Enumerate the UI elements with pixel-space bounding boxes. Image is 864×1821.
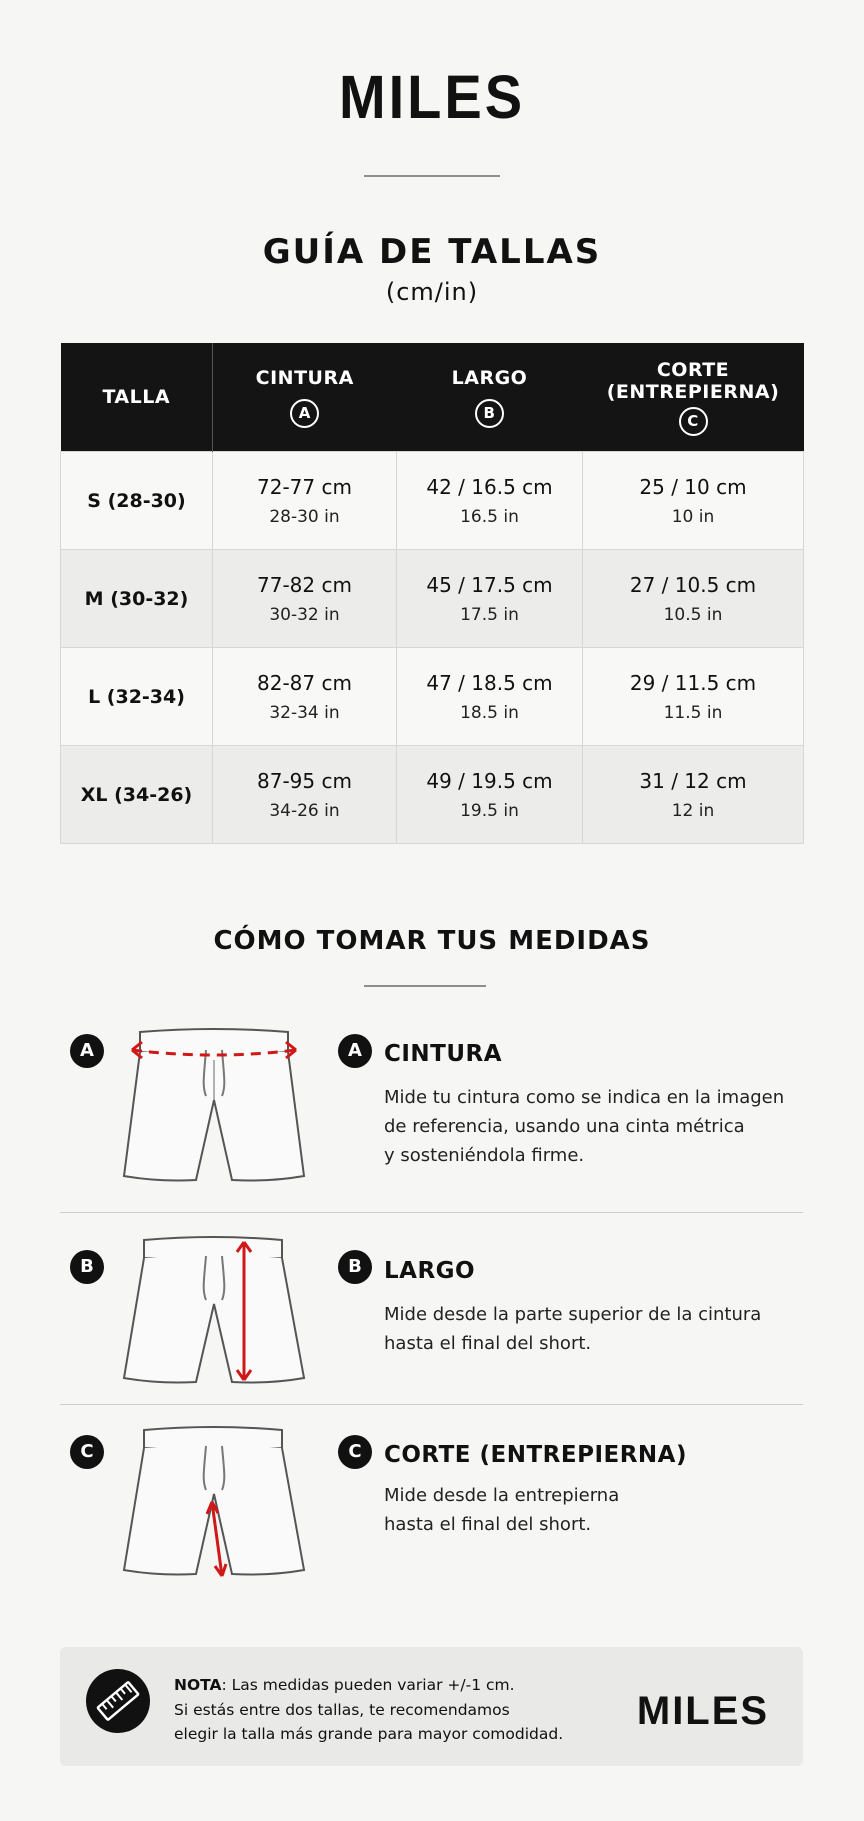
measure-length-line: Mide desde la parte superior de la cintura — [384, 1304, 762, 1325]
size-cell: XL (34-26) — [61, 746, 213, 844]
length-cell — [397, 550, 583, 648]
brand-logo-bottom: MILES — [636, 1689, 770, 1733]
table-row — [61, 452, 804, 550]
ruler-icon — [86, 1669, 150, 1733]
table-row — [61, 648, 804, 746]
measure-length-desc — [384, 1300, 804, 1358]
page-title: GUÍA DE TALLAS — [262, 232, 602, 272]
length-in: 18.5 in — [460, 702, 519, 723]
size-cell: L (32-34) — [61, 648, 213, 746]
header-inseam-label-1: CORTE — [656, 358, 730, 381]
inseam-cm: 25 / 10 cm — [639, 474, 747, 499]
table-row — [61, 746, 804, 844]
badge-b-left-icon: B — [70, 1250, 104, 1284]
length-cm: 45 / 17.5 cm — [426, 572, 553, 597]
header-waist-label: CINTURA — [255, 366, 354, 389]
waist-in: 28-30 in — [269, 506, 340, 527]
waist-cm: 87-95 cm — [257, 768, 352, 793]
badge-c-icon: C — [679, 407, 708, 436]
brand-logo-top: MILES — [338, 61, 526, 132]
header-waist — [213, 343, 397, 452]
header-length — [397, 343, 583, 452]
badge-a-right-icon: A — [338, 1034, 372, 1068]
measure-waist-desc — [384, 1083, 804, 1170]
length-cell — [397, 746, 583, 844]
size-cell: M (30-32) — [61, 550, 213, 648]
top-divider — [364, 175, 500, 177]
page-subtitle: (cm/in) — [385, 278, 479, 306]
measure-inseam-title: CORTE (ENTREPIERNA) — [384, 1442, 687, 1468]
length-cell — [397, 452, 583, 550]
waist-in: 34-26 in — [269, 800, 340, 821]
inseam-cm: 27 / 10.5 cm — [629, 572, 757, 597]
inseam-cell — [583, 452, 804, 550]
inseam-in: 10 in — [671, 506, 715, 527]
measure-waist-line: Mide tu cintura como se indica en la imagen — [384, 1087, 785, 1108]
waist-cm: 77-82 cm — [257, 572, 352, 597]
length-in: 16.5 in — [460, 506, 519, 527]
badge-b-icon: B — [475, 399, 504, 428]
waist-cell — [213, 550, 397, 648]
measure-waist-title: CINTURA — [384, 1041, 503, 1067]
waist-cell — [213, 746, 397, 844]
measure-length-title: LARGO — [384, 1258, 476, 1284]
length-cm: 42 / 16.5 cm — [426, 474, 553, 499]
waist-cell — [213, 648, 397, 746]
inseam-cell — [583, 550, 804, 648]
waist-cm: 82-87 cm — [257, 670, 352, 695]
waist-cm: 72-77 cm — [257, 474, 352, 499]
badge-a-left-icon: A — [70, 1034, 104, 1068]
inseam-in: 12 in — [671, 800, 715, 821]
shorts-waist-diagram — [118, 1026, 310, 1190]
length-cm: 47 / 18.5 cm — [426, 670, 553, 695]
section-divider — [60, 1404, 803, 1405]
waist-in: 30-32 in — [269, 604, 340, 625]
inseam-cell — [583, 648, 804, 746]
size-cell: S (28-30) — [61, 452, 213, 550]
size-table — [60, 343, 804, 844]
badge-c-right-icon: C — [338, 1435, 372, 1469]
inseam-cm: 31 / 12 cm — [639, 768, 747, 793]
note-line-3: elegir la talla más grande para mayor comodidad. — [174, 1725, 564, 1743]
inseam-cm: 29 / 11.5 cm — [629, 670, 757, 695]
badge-b-right-icon: B — [338, 1250, 372, 1284]
badge-c-left-icon: C — [70, 1435, 104, 1469]
note-text — [174, 1673, 594, 1747]
how-to-title: CÓMO TOMAR TUS MEDIDAS — [213, 926, 651, 956]
section-divider — [60, 1212, 803, 1213]
length-in: 17.5 in — [460, 604, 519, 625]
waist-cell — [213, 452, 397, 550]
note-line-1: : Las medidas pueden variar +/-1 cm. — [221, 1676, 515, 1694]
header-length-label: LARGO — [451, 366, 528, 389]
inseam-in: 11.5 in — [663, 702, 723, 723]
length-in: 19.5 in — [460, 800, 519, 821]
header-inseam-label-2: (ENTREPIERNA) — [606, 380, 780, 403]
inseam-in: 10.5 in — [663, 604, 723, 625]
inseam-cell — [583, 746, 804, 844]
measure-length-line: hasta el final del short. — [384, 1333, 592, 1354]
note-line-2: Si estás entre dos tallas, te recomendamos — [174, 1700, 510, 1719]
measure-inseam-line: Mide desde la entrepierna — [384, 1485, 620, 1506]
measure-inseam-desc — [384, 1481, 804, 1539]
badge-a-icon: A — [290, 399, 319, 428]
header-size: TALLA — [61, 343, 213, 452]
table-row — [61, 550, 804, 648]
header-inseam — [583, 343, 804, 452]
waist-in: 32-34 in — [269, 702, 340, 723]
measure-waist-line: y sosteniéndola firme. — [384, 1145, 585, 1166]
shorts-length-diagram — [118, 1234, 310, 1390]
measure-inseam-line: hasta el final del short. — [384, 1514, 592, 1535]
note-box — [60, 1647, 803, 1766]
how-to-divider — [364, 985, 486, 987]
measure-waist-line: de referencia, usando una cinta métrica — [384, 1116, 745, 1137]
length-cm: 49 / 19.5 cm — [426, 768, 553, 793]
length-cell — [397, 648, 583, 746]
note-label: NOTA — [174, 1676, 222, 1694]
table-header-row — [61, 343, 804, 452]
shorts-inseam-diagram — [118, 1424, 310, 1582]
